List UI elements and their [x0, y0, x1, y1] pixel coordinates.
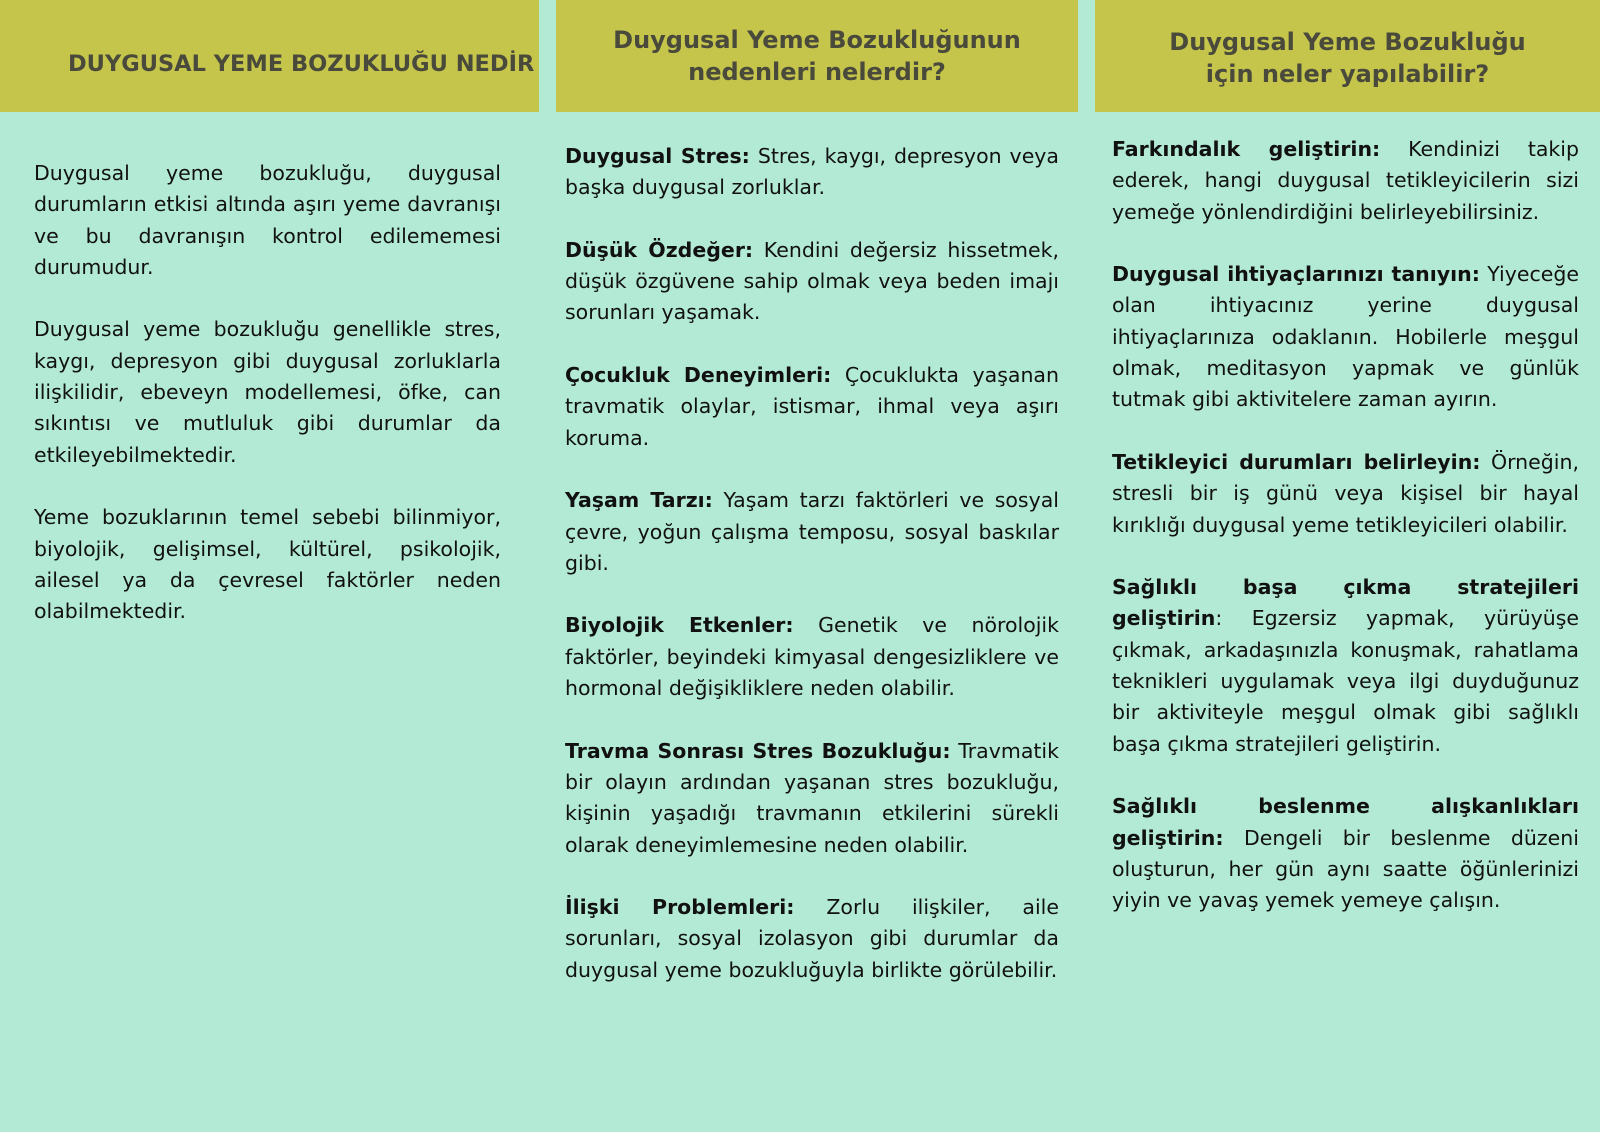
cause-item — [565, 141, 1059, 204]
cause-text: Çocuklukta yaşanan travmatik olaylar, istismar, ihmal veya aşırı koruma. — [565, 363, 1059, 450]
definition-paragraph: Duygusal yeme bozukluğu genellikle stres, kaygı, depresyon gibi duygusal zorluklarla ilişkilidir, ebeveyn modellemesi, öfke, can sıkıntısı ve mutluluk gibi durumlar da etkileyebilmektedir. — [34, 317, 501, 467]
cause-text: Zorlu ilişkiler, aile sorunları, sosyal izolasyon gibi durumlar da duygusal yeme bozukluğuyla birlikte görülebilir. — [565, 895, 1059, 982]
cause-item — [565, 360, 1059, 454]
solution-term: Sağlıklı başa çıkma stratejileri geliştirin — [1112, 575, 1579, 631]
solution-text: : Egzersiz yapmak, yürüyüşe çıkmak, arkadaşınızla konuşmak, rahatlama teknikleri uygulamak veya ilgi duyduğunuz bir aktiviteyle meşgul olmak gibi sağlıklı başa çıkma stratejileri geliştirin. — [1112, 606, 1579, 756]
header-causes — [556, 0, 1078, 112]
solution-item — [1112, 134, 1579, 228]
header-what-is-title: DUYGUSAL YEME BOZUKLUĞU NEDİR — [68, 51, 535, 77]
cause-term: İlişki Problemleri: — [565, 895, 795, 920]
solution-item — [1112, 447, 1579, 541]
cause-term: Travma Sonrası Stres Bozukluğu: — [565, 738, 951, 763]
solution-text: Kendinizi takip ederek, hangi duygusal tetikleyicilerin sizi yemeğe yönlendirdiğini belirleyebilirsiniz. — [1112, 137, 1579, 224]
cause-text: Kendini değersiz hissetmek, düşük özgüvene sahip olmak veya beden imajı sorunları yaşamak. — [565, 237, 1059, 325]
solution-term: Farkındalık geliştirin: — [1112, 137, 1381, 161]
solution-term: Duygusal ihtiyaçlarınızı tanıyın: — [1112, 262, 1480, 287]
cause-item — [565, 736, 1059, 861]
solution-text: Örneğin, stresli bir iş günü veya kişisel bir hayal kırıklığı duygusal yeme tetikleyicileri olabilir. — [1112, 449, 1579, 537]
cause-item — [565, 235, 1059, 329]
header-solutions — [1095, 0, 1600, 112]
cause-term: Çocukluk Deneyimleri: — [565, 363, 832, 388]
cause-term: Düşük Özdeğer: — [565, 237, 754, 262]
solution-text: Dengeli bir beslenme düzeni oluşturun, her gün aynı saatte öğünlerinizi yiyin ve yavaş yemek yemeye çalışın. — [1112, 825, 1579, 913]
solution-item — [1112, 791, 1579, 916]
cause-term: Biyolojik Etkenler: — [565, 613, 794, 638]
column-solutions — [1112, 134, 1579, 948]
solution-item — [1112, 572, 1579, 760]
cause-term: Duygusal Stres: — [565, 144, 750, 168]
solution-item — [1112, 259, 1579, 415]
cause-text: Yaşam tarzı faktörleri ve sosyal çevre, yoğun çalışma temposu, sosyal baskılar gibi. — [565, 488, 1059, 575]
column-definition — [34, 158, 501, 659]
column-causes — [565, 141, 1059, 1017]
solution-text: Yiyeceğe olan ihtiyacınız yerine duygusal ihtiyaçlarınıza odaklanın. Hobilerle meşgul olmak, meditasyon yapmak ve günlük tutmak gibi aktivitelere zaman ayırın. — [1112, 262, 1579, 412]
cause-item — [565, 610, 1059, 704]
solution-term: Sağlıklı beslenme alışkanlıkları geliştirin: — [1112, 794, 1579, 850]
cause-item — [565, 485, 1059, 579]
cause-text: Stres, kaygı, depresyon veya başka duygusal zorluklar. — [565, 144, 1059, 200]
header-solutions-title: Duygusal Yeme Bozukluğu için neler yapılabilir? — [1169, 28, 1526, 88]
definition-paragraph: Yeme bozuklarının temel sebebi bilinmiyor, biyolojik, gelişimsel, kültürel, psikolojik, ailesel ya da çevresel faktörler neden olabilmektedir. — [34, 505, 501, 624]
cause-term: Yaşam Tarzı: — [565, 488, 713, 513]
definition-paragraph: Duygusal yeme bozukluğu, duygusal durumların etkisi altında aşırı yeme davranışı ve bu davranışın kontrol edilememesi durumudur. — [34, 161, 501, 279]
header-causes-title: Duygusal Yeme Bozukluğunun nedenleri nelerdir? — [613, 26, 1021, 86]
cause-item — [565, 892, 1059, 986]
cause-text: Genetik ve nörolojik faktörler, beyindeki kimyasal dengesizliklere ve hormonal değişikliklere neden olabilir. — [565, 613, 1060, 701]
solution-term: Tetikleyici durumları belirleyin: — [1112, 449, 1481, 474]
cause-text: Travmatik bir olayın ardından yaşanan stres bozukluğu, kişinin yaşadığı travmanın etkilerini sürekli olarak deneyimlemesine neden olabilir. — [565, 738, 1059, 857]
header-what-is — [0, 0, 539, 112]
